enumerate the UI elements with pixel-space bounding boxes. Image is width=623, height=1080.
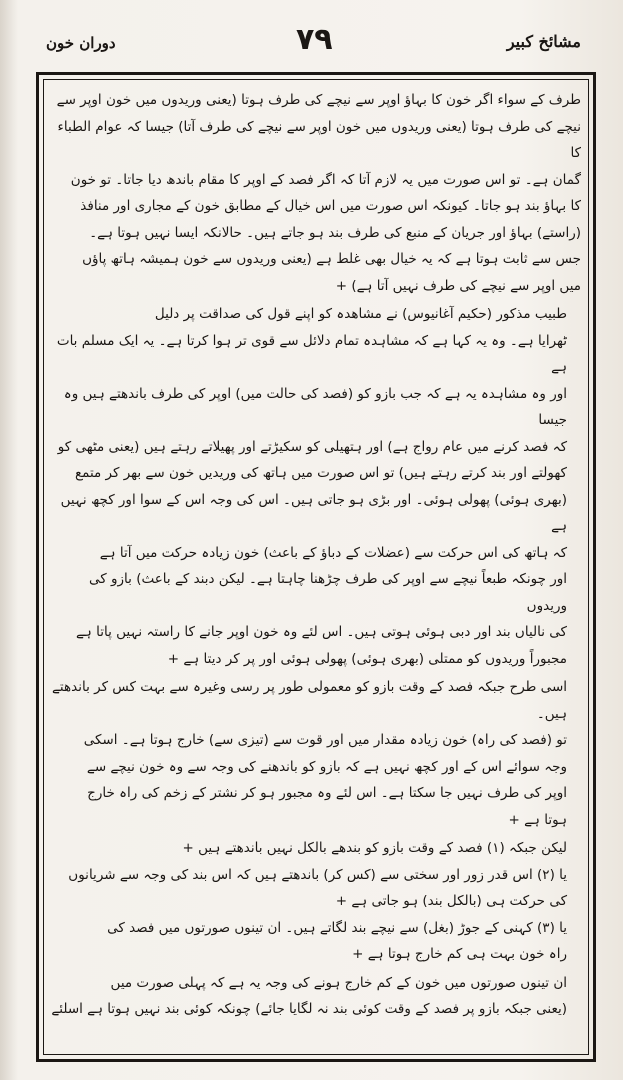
text-line: نیچے کی طرف ہوتا (یعنی وریدوں میں خون اوپر سے نیچے کی طرف آتا) جیسا کہ عوام الطباء کا	[57, 118, 581, 161]
book-title: مشائخ کبیر	[506, 32, 581, 51]
text-line: (بھری ہوئی) پھولی ہوئی۔ اور بڑی ہو جاتی ہیں۔ اس کی وجہ اس کے سوا اور کچھ نہیں ہے	[60, 491, 567, 534]
text-line: وجہ سوائے اس کے اور کچھ نہیں ہے کہ بازو کو باندھنے کی وجہ سے وہ خون نیچے سے	[86, 758, 567, 775]
text-line: اسی طرح جبکہ فصد کے وقت بازو کو معمولی طور پر رسی وغیرہ سے بہت کس کر باندھتے ہیں۔	[52, 679, 567, 722]
text-line: (یعنی جبکہ بازو پر فصد کے وقت کوئی بند نہ لگایا جائے) چونکہ کوئی بند نہیں ہوتا ہے اسلئے	[51, 1001, 567, 1017]
text-line: طبیب مذکور (حکیم آغانیوس) نے مشاھدہ کو اپنے قول کی صداقت پر دلیل	[154, 306, 567, 322]
text-line: لیکن جبکہ (۱) فصد کے وقت بازو کو بندھے بالکل نہیں باندھتے ہیں +	[182, 840, 567, 856]
paragraph	[51, 674, 581, 833]
text-frame	[36, 72, 596, 1062]
text-line: راہ خون بہت ہی کم خارج ہوتا ہے +	[352, 946, 567, 962]
text-line: اور چونکہ طبعاً نیچے سے اوپر کی طرف چڑھنا چاہتا ہے۔ لیکن دبند کے باعث) بازو کی وریدوں	[89, 571, 567, 614]
text-line: کی حرکت ہی (بالکل بند) ہو جاتی ہے +	[335, 893, 567, 909]
text-line: تو (فصد کی راہ) خون زیادہ مقدار میں اور قوت سے (تیزی سے) خارج ہوتا ہے۔ اسکی	[83, 732, 567, 748]
text-line: میں اوپر سے نیچے کی طرف نہیں آتا ہے) +	[335, 277, 581, 294]
text-line: گمان ہے۔ تو اس صورت میں یہ لازم آتا کہ اگر فصد کے اوپر کا مقام باندھ دیا جاتا۔ تو خون	[70, 171, 581, 188]
text-line: کہ فصد کرنے میں عام رواج ہے) اور ہتھیلی کو سکیڑتے اور پھیلاتے رہتے ہیں (یعنی مٹھی کو	[57, 438, 567, 455]
text-line: طرف کے سواء اگر خون کا بہاؤ اوپر سے نیچے کی طرف ہوتا (یعنی وریدوں میں خون اوپر سے	[56, 92, 581, 108]
page-number: ۷۹	[296, 22, 333, 57]
text-line: ٹھرایا ہے۔ وہ یہ کہا ہے کہ مشاہدہ تمام دلائل سے قوی تر ہوا کرتا ہے۔ یہ ایک مسلم بات ہے	[56, 332, 567, 375]
text-line: کھولتے اور بند کرتے رہتے ہیں) تو اس صورت میں ہاتھ کی وریدیں خون سے بھر کر متمع	[74, 465, 567, 481]
paragraph	[51, 835, 581, 968]
paragraph	[51, 970, 581, 1023]
text-line: جس سے ثابت ہوتا ہے کہ یہ خیال بھی غلط ہے (یعنی وریدوں سے خون ہمیشہ ہاتھ پاؤں	[82, 251, 581, 267]
text-line: ہوتا ہے +	[508, 811, 567, 828]
text-line: کہ ہاتھ کی اس حرکت سے (عضلات کے دباؤ کے باعث) خون زیادہ حرکت میں آتا ہے	[99, 544, 567, 561]
text-line: اوپر کی طرف نہیں جا سکتا ہے۔ اس لئے وہ مجبور ہو کر نشتر کے زخم کی راہ خارج	[87, 785, 567, 801]
paragraph	[51, 87, 581, 299]
text-line: (راستے) بہاؤ اور جریان کے منبع کی طرف بند ہو جاتے ہیں۔ حالانکہ ایسا نہیں ہوتا ہے۔	[89, 224, 581, 241]
chapter-title: دوران خون	[46, 34, 116, 52]
text-line: یا (۳) کہنی کے جوڑ (بغل) سے نیچے بند لگاتے ہیں۔ ان تینوں صورتوں میں فصد کی	[107, 919, 567, 936]
paragraph	[51, 301, 581, 672]
page-header	[0, 22, 623, 66]
text-line: ان تینوں صورتوں میں خون کے کم خارج ہونے کی وجہ یہ ہے کہ پہلی صورت میں	[110, 974, 567, 991]
body-text	[51, 87, 581, 1049]
text-line: کی نالیاں بند اور دبی ہوئی ہوتی ہیں۔ اس لئے وہ خون اوپر جانے کا راستہ نہیں پاتا ہے	[76, 624, 567, 640]
text-line: یا (۲) اس قدر زور اور سختی سے (کس کر) باندھتے ہیں کہ اس بند کی وجہ سے شریانوں	[68, 866, 567, 883]
text-line: کا بہاؤ بند ہو جاتا۔ کیونکہ اس صورت میں اس خیال کے مطابق خون کے مجاری اور منافذ	[80, 198, 581, 214]
text-line: مجبوراً وریدوں کو ممتلی (بھری ہوئی) پھولی ہوئی اور پر کر دیتا ہے +	[167, 650, 567, 667]
text-line: اور وہ مشاہدہ یہ ہے کہ جب بازو کو (فصد کی حالت میں) اوپر کی طرف باندھتے ہیں وہ جیسا	[63, 385, 567, 428]
